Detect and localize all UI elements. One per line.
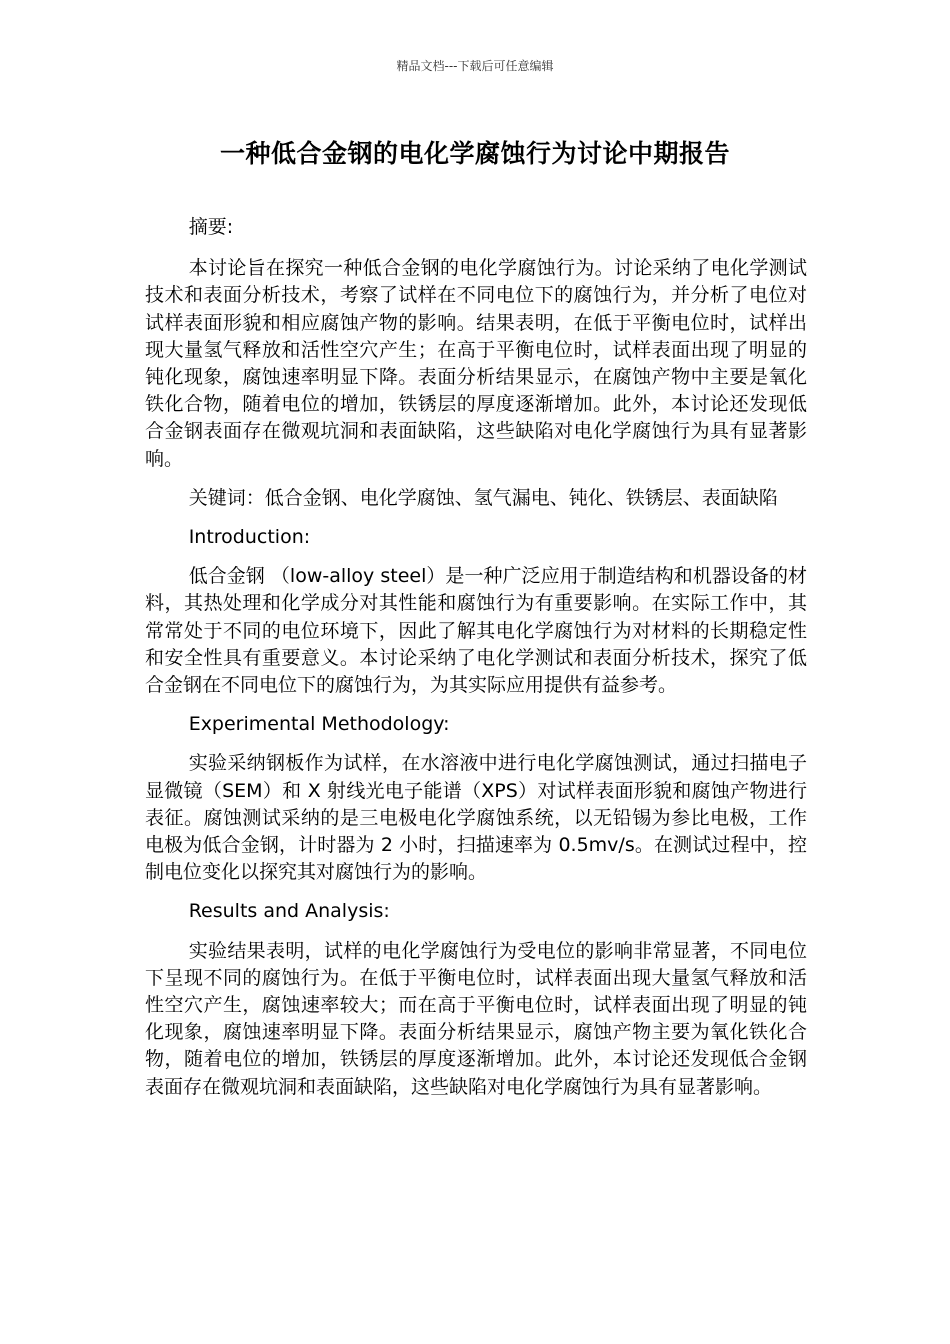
document-title: 一种低合金钢的电化学腐蚀行为讨论中期报告 xyxy=(219,139,730,168)
results-paragraph: 实验结果表明，试样的电化学腐蚀行为受电位的影响非常显著，不同电位下呈现不同的腐蚀行为。在低于平衡电位时，试样表面出现大量氢气释放和活性空穴产生，腐蚀速率较大；而在高于平衡电位时，试样表面出现了明显的钝化现象，腐蚀速率明显下降。表面分析结果显示，腐蚀产物主要为氧化铁化合物，随着电位的增加，铁锈层的厚度逐渐增加。此外，本讨论还发现低合金钢表面存在微观坑洞和表面缺陷，这些缺陷对电化学腐蚀行为具有显著影响。 xyxy=(145,939,807,1098)
results-heading: Results and Analysis: xyxy=(188,900,390,923)
methodology-heading: Experimental Methodology: xyxy=(188,713,450,736)
keywords-paragraph: 关键词：低合金钢、电化学腐蚀、氢气漏电、钝化、铁锈层、表面缺陷 xyxy=(188,486,778,509)
abstract-label: 摘要: xyxy=(188,216,234,238)
abstract-paragraph: 本讨论旨在探究一种低合金钢的电化学腐蚀行为。讨论采纳了电化学测试技术和表面分析技术，考察了试样在不同电位下的腐蚀行为，并分析了电位对试样表面形貌和相应腐蚀产物的影响。结果表明，在低于平衡电位时，试样出现大量氢气释放和活性空穴产生；在高于平衡电位时，试样表面出现了明显的钝化现象，腐蚀速率明显下降。表面分析结果显示，在腐蚀产物中主要是氧化铁化合物，随着电位的增加，铁锈层的厚度逐渐增加。此外，本讨论还发现低合金钢表面存在微观坑洞和表面缺陷，这些缺陷对电化学腐蚀行为具有显著影响。 xyxy=(145,257,807,470)
methodology-paragraph: 实验采纳钢板作为试样，在水溶液中进行电化学腐蚀测试，通过扫描电子显微镜（SEM）和 X 射线光电子能谱（XPS）对试样表面形貌和腐蚀产物进行表征。腐蚀测试采纳的是三电极电化学腐蚀系统，以无铅锡为参比电极，工作电极为低合金钢，计时器为 2 小时，扫描速率为 0.5mv/s。在测试过程中，控制电位变化以探究其对腐蚀行为的影响。 xyxy=(145,752,807,884)
introduction-heading: Introduction: xyxy=(188,526,311,549)
introduction-paragraph: 低合金钢 （low-alloy steel）是一种广泛应用于制造结构和机器设备的材料，其热处理和化学成分对其性能和腐蚀行为有重要影响。在实际工作中，其常常处于不同的电位环境下，因此了解其电化学腐蚀行为对材料的长期稳定性和安全性具有重要意义。本讨论采纳了电化学测试和表面分析技术，探究了低合金钢在不同电位下的腐蚀行为，为其实际应用提供有益参考。 xyxy=(145,565,807,697)
document-body xyxy=(145,214,807,1113)
header-note: 精品文档---下载后可任意编辑 xyxy=(396,59,554,73)
